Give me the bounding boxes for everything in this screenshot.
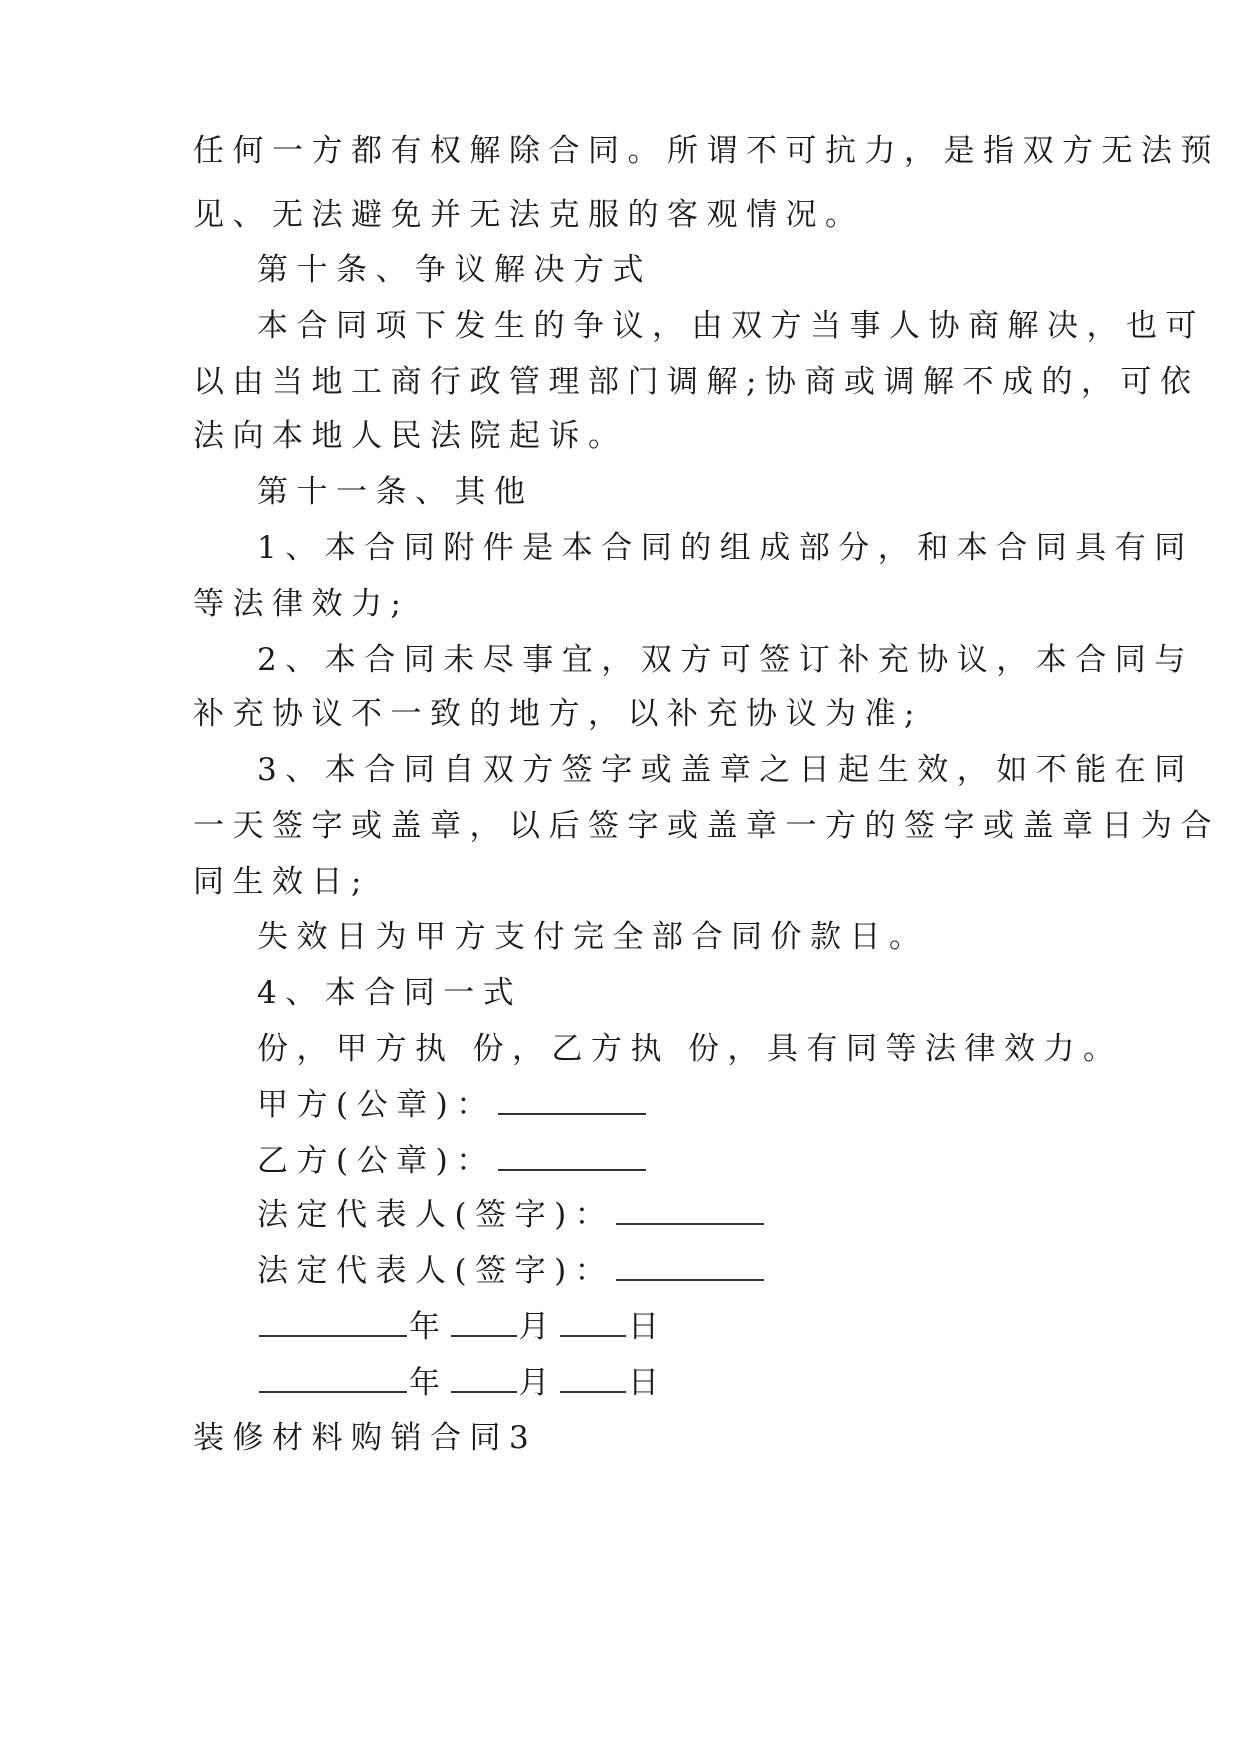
month-label: 月 [518,1365,558,1401]
body-text-line: 法向本地人民法院起诉。 [193,418,628,454]
day-label: 日 [628,1365,668,1401]
day-label: 日 [628,1309,668,1345]
clause-3-line: 3、本合同自双方签字或盖章之日起生效，如不能在同 [257,752,1194,788]
clause-2-line: 2、本合同未尽事宜，双方可签订补充协议，本合同与 [257,642,1194,678]
month-label: 月 [518,1309,558,1345]
signature-label: 法定代表人(签字)： [257,1197,615,1233]
day-blank [560,1311,626,1337]
clause-3-line: 一天签字或盖章，以后签字或盖章一方的签字或盖章日为合 [193,808,1220,844]
copies-text-part2: 份，乙方执 [472,1031,670,1067]
signature-blank [616,1199,764,1225]
signature-label: 乙方(公章)： [257,1143,496,1179]
signature-blank [498,1145,646,1171]
signature-party-a [257,1085,648,1125]
year-label: 年 [409,1365,449,1401]
month-blank [451,1311,517,1337]
clause-4-line: 4、本合同一式 [257,975,523,1011]
month-blank [451,1367,517,1393]
signature-blank [498,1089,646,1115]
body-text-line: 任何一方都有权解除合同。所谓不可抗力，是指双方无法预 [193,133,1220,169]
clause-1-line: 等法律效力; [193,586,410,622]
clause-3-line: 同生效日; [193,864,370,900]
signature-legal-rep-a [257,1195,766,1235]
year-label: 年 [409,1309,449,1345]
section-heading-11: 第十一条、其他 [257,474,534,510]
body-text-line: 以由当地工商行政管理部门调解;协商或调解不成的，可依 [193,364,1200,400]
body-text-line: 本合同项下发生的争议，由双方当事人协商解决，也可 [257,308,1205,344]
year-blank [259,1367,407,1393]
year-blank [259,1311,407,1337]
day-blank [560,1367,626,1393]
clause-1-line: 1、本合同附件是本合同的组成部分，和本合同具有同 [257,530,1194,566]
date-line-a [257,1307,668,1347]
copies-line [257,1029,1123,1069]
body-text-line: 见、无法避免并无法克服的客观情况。 [193,197,865,233]
copies-text-part3: 份，具有同等法律效力。 [688,1031,1123,1067]
next-contract-title: 装修材料购销合同3 [193,1420,538,1456]
signature-blank [616,1255,764,1281]
expiry-line: 失效日为甲方支付完全部合同价款日。 [257,919,929,955]
date-line-b [257,1363,668,1403]
signature-legal-rep-b [257,1251,766,1291]
signature-label: 甲方(公章)： [257,1087,496,1123]
copies-text-part1: 份，甲方执 [257,1031,455,1067]
clause-2-line: 补充协议不一致的地方，以补充协议为准; [193,696,923,732]
signature-party-b [257,1141,648,1181]
signature-label: 法定代表人(签字)： [257,1253,615,1289]
section-heading-10: 第十条、争议解决方式 [257,252,652,288]
